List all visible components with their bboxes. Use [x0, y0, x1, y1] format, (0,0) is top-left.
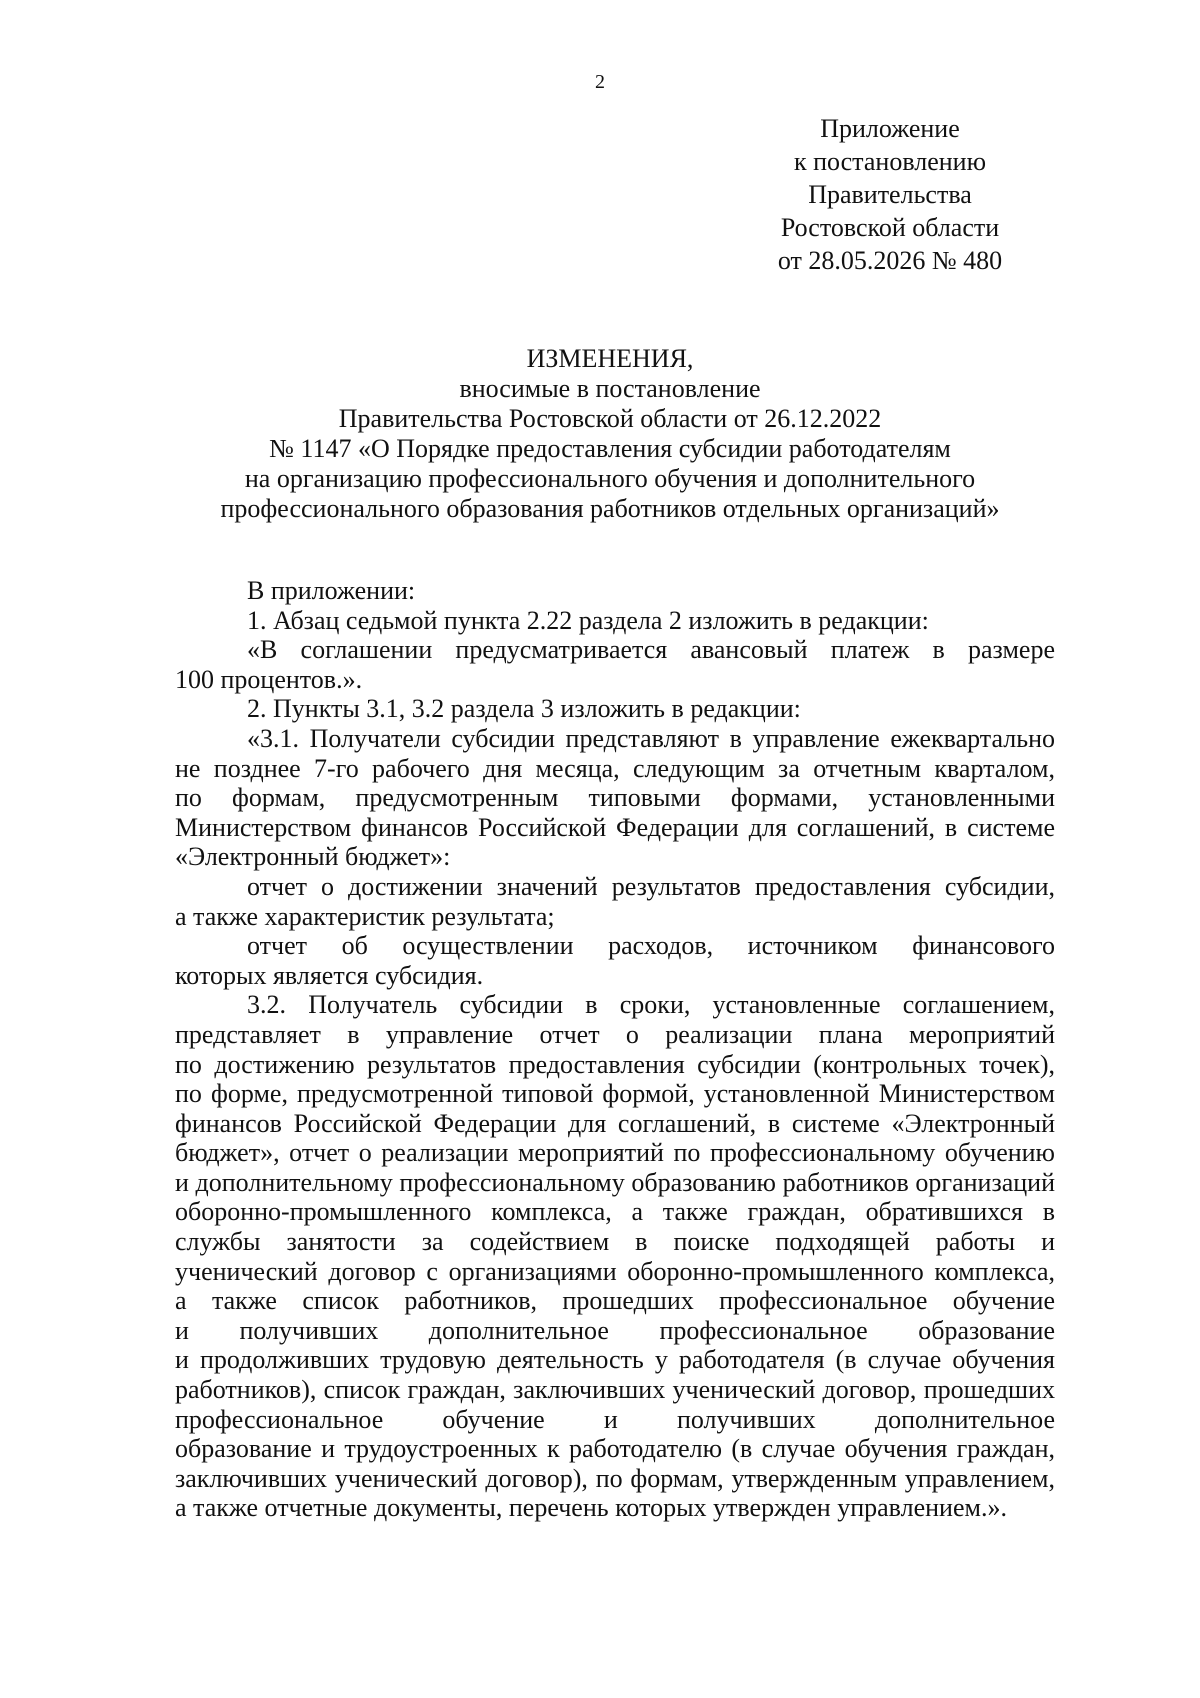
- body-line: Министерством финансов Российской Федерации для соглашений, в системе: [175, 812, 1055, 842]
- appendix-line: Ростовской области: [780, 213, 1000, 242]
- appendix-stamp: [740, 112, 1040, 277]
- body-line: по форме, предусмотренной типовой формой, установленной Министерством: [175, 1079, 1055, 1109]
- appendix-line: Приложение: [820, 114, 960, 143]
- body-line: которых является субсидия.: [175, 960, 484, 990]
- body-line: а также список работников, прошедших профессиональное обучение: [175, 1286, 1055, 1316]
- page-number: 2: [595, 71, 605, 93]
- body-line: представляет в управление отчет о реализации плана мероприятий: [175, 1019, 1055, 1049]
- body-line: В приложении:: [247, 576, 416, 605]
- title-line: профессионального образования работников отдельных организаций»: [220, 494, 1000, 523]
- title-line: Правительства Ростовской области от 26.12.2022: [338, 404, 882, 433]
- body-line: 1. Абзац седьмой пункта 2.22 раздела 2 изложить в редакции:: [247, 605, 929, 635]
- body-line: финансов Российской Федерации для соглашений, в системе «Электронный: [175, 1108, 1055, 1138]
- body-line: заключивших ученический договор), по формам, утвержденным управлением,: [175, 1463, 1055, 1493]
- title-line: на организацию профессионального обучения и дополнительного: [244, 464, 976, 493]
- body-line: 2. Пункты 3.1, 3.2 раздела 3 изложить в редакции:: [247, 694, 801, 724]
- body-line: отчет об осуществлении расходов, источником финансового: [247, 931, 1055, 961]
- appendix-line: Правительства: [808, 180, 972, 209]
- body-line: «В соглашении предусматривается авансовый платеж в размере: [247, 635, 1055, 665]
- title-heading: ИЗМЕНЕНИЯ,: [526, 344, 694, 373]
- body-line: и продолживших трудовую деятельность у работодателя (в случае обучения: [175, 1345, 1055, 1375]
- body-line: и дополнительному профессиональному образованию работников организаций: [175, 1167, 1055, 1197]
- body-line: а также характеристик результата;: [175, 901, 555, 931]
- body-line: по достижению результатов предоставления субсидии (контрольных точек),: [175, 1049, 1055, 1079]
- body-line: оборонно-промышленного комплекса, а также граждан, обратившихся в: [175, 1197, 1055, 1227]
- body-line: работников), список граждан, заключивших ученический договор, прошедших: [175, 1375, 1055, 1405]
- body-line: не позднее 7-го рабочего дня месяца, следующим за отчетным кварталом,: [175, 753, 1055, 783]
- body-line: «3.1. Получатели субсидии представляют в управление ежеквартально: [247, 723, 1055, 753]
- body-line: «Электронный бюджет»:: [175, 842, 451, 872]
- title-line: № 1147 «О Порядке предоставления субсидии работодателям: [269, 434, 951, 463]
- body-line: ученический договор с организациями оборонно-промышленного комплекса,: [175, 1256, 1055, 1286]
- body-line: отчет о достижении значений результатов предоставления субсидии,: [247, 871, 1055, 901]
- body-line: а также отчетные документы, перечень которых утвержден управлением.».: [175, 1493, 1007, 1523]
- appendix-line: от 28.05.2026 № 480: [777, 246, 1003, 275]
- body-line: и получивших дополнительное профессиональное образование: [175, 1315, 1055, 1345]
- body-line: бюджет», отчет о реализации мероприятий по профессиональному обучению: [175, 1138, 1055, 1168]
- body-line: профессиональное обучение и получивших дополнительное: [175, 1404, 1055, 1434]
- document-title: [170, 344, 1050, 524]
- body-line: образование и трудоустроенных к работодателю (в случае обучения граждан,: [175, 1434, 1055, 1464]
- body-line: 100 процентов.».: [175, 664, 363, 694]
- document-body: [175, 576, 1055, 1523]
- appendix-line: к постановлению: [793, 147, 987, 176]
- body-line: по формам, предусмотренным типовыми формами, установленными: [175, 783, 1055, 813]
- body-line: службы занятости за содействием в поиске подходящей работы и: [175, 1227, 1055, 1257]
- body-line: 3.2. Получатель субсидии в сроки, установленные соглашением,: [247, 990, 1055, 1020]
- title-line: вносимые в постановление: [459, 374, 761, 403]
